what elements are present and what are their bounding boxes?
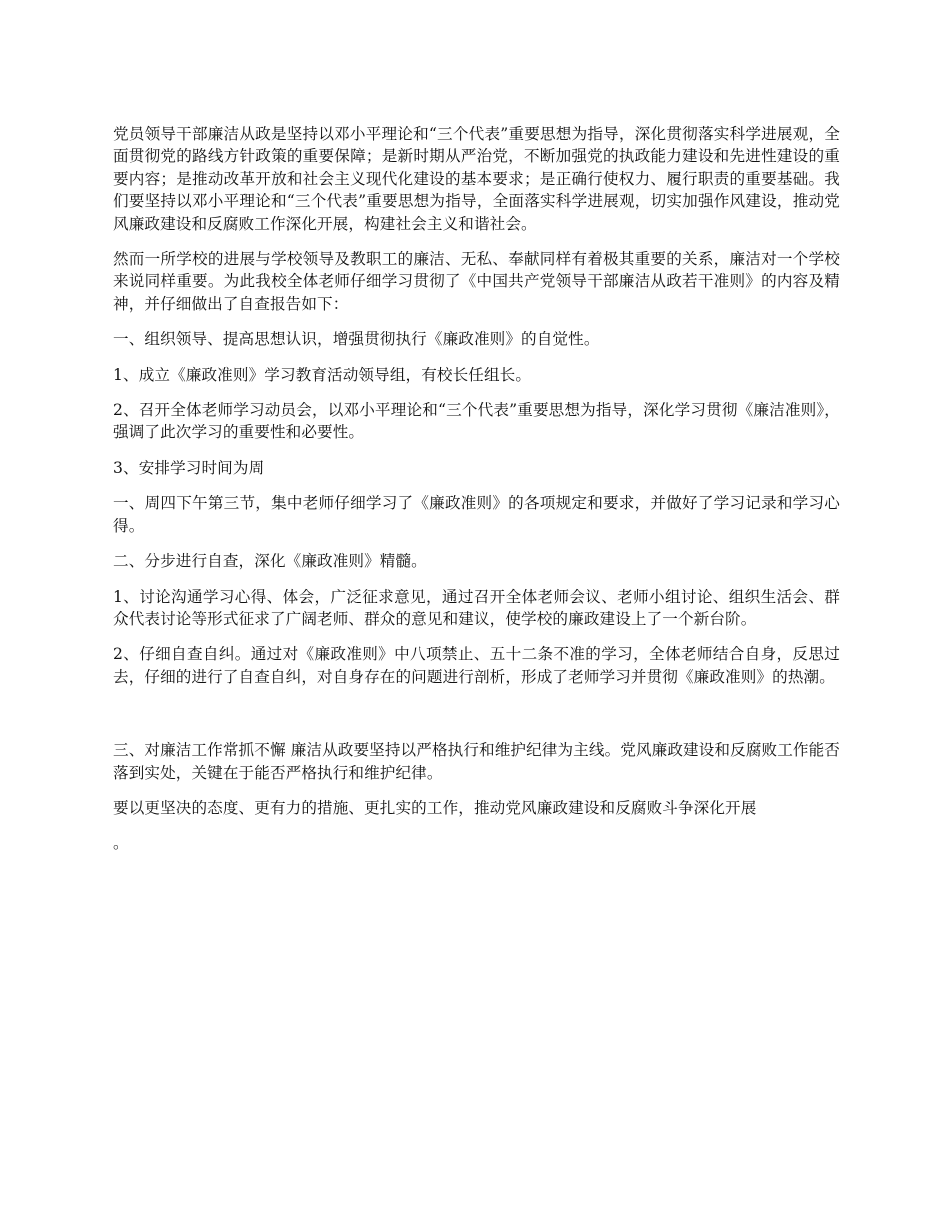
- heading-section-two: 二、分步进行自查，深化《廉政准则》精髓。: [113, 552, 427, 571]
- list-item-1: 1、成立《廉政准则》学习教育活动领导组，有校长任组长。: [113, 365, 532, 384]
- paragraph-thursday-study: 一、周四下午第三节，集中老师仔细学习了《廉政准则》的各项规定和要求，并做好了学习记录和学习心得。: [113, 494, 840, 535]
- document-body: [113, 123, 840, 868]
- heading-section-one: 一、组织领导、提高思想认识，增强贯彻执行《廉政准则》的自觉性。: [113, 330, 600, 349]
- heading-section-three: 三、对廉洁工作常抓不懈 廉洁从政要坚持以严格执行和维护纪律为主线。党风廉政建设和反腐败工作能否落到实处，关键在于能否严格执行和维护纪律。: [113, 741, 840, 782]
- paragraph-closing-mark: 。: [113, 834, 129, 853]
- spacer: [113, 701, 840, 739]
- paragraph-school-importance: 然而一所学校的进展与学校领导及教职工的廉洁、无私、奉献同样有着极其重要的关系，廉洁对一个学校来说同样重要。为此我校全体老师仔细学习贯彻了《中国共产党领导干部廉洁从政若干准则》的内容及精神，并仔细做出了自查报告如下：: [113, 250, 840, 313]
- list-item-self-check: 2、仔细自查自纠。通过对《廉政准则》中八项禁止、五十二条不准的学习，全体老师结合自身，反思过去，仔细的进行了自查自纠，对自身存在的问题进行剖析，形成了老师学习并贯彻《廉政准则》的热潮。: [113, 645, 840, 686]
- list-item-3: 3、安排学习时间为周: [113, 458, 265, 477]
- paragraph-resolution: 要以更坚决的态度、更有力的措施、更扎实的工作，推动党风廉政建设和反腐败斗争深化开展: [113, 798, 757, 817]
- list-item-discussion: 1、讨论沟通学习心得、体会，广泛征求意见，通过召开全体老师会议、老师小组讨论、组织生活会、群众代表讨论等形式征求了广阔老师、群众的意见和建议，使学校的廉政建设上了一个新台阶。: [113, 587, 840, 628]
- list-item-2: 2、召开全体老师学习动员会，以邓小平理论和“三个代表”重要思想为指导，深化学习贯彻《廉洁准则》，强调了此次学习的重要性和必要性。: [113, 401, 840, 442]
- paragraph-intro: 党员领导干部廉洁从政是坚持以邓小平理论和“三个代表”重要思想为指导，深化贯彻落实科学进展观，全面贯彻党的路线方针政策的重要保障；是新时期从严治党，不断加强党的执政能力建设和先进性建设的重要内容；是推动改革开放和社会主义现代化建设的基本要求；是正确行使权力、履行职责的重要基础。我们要坚持以邓小平理论和“三个代表”重要思想为指导，全面落实科学进展观，切实加强作风建设，推动党风廉政建设和反腐败工作深化开展，构建社会主义和谐社会。: [113, 125, 840, 233]
